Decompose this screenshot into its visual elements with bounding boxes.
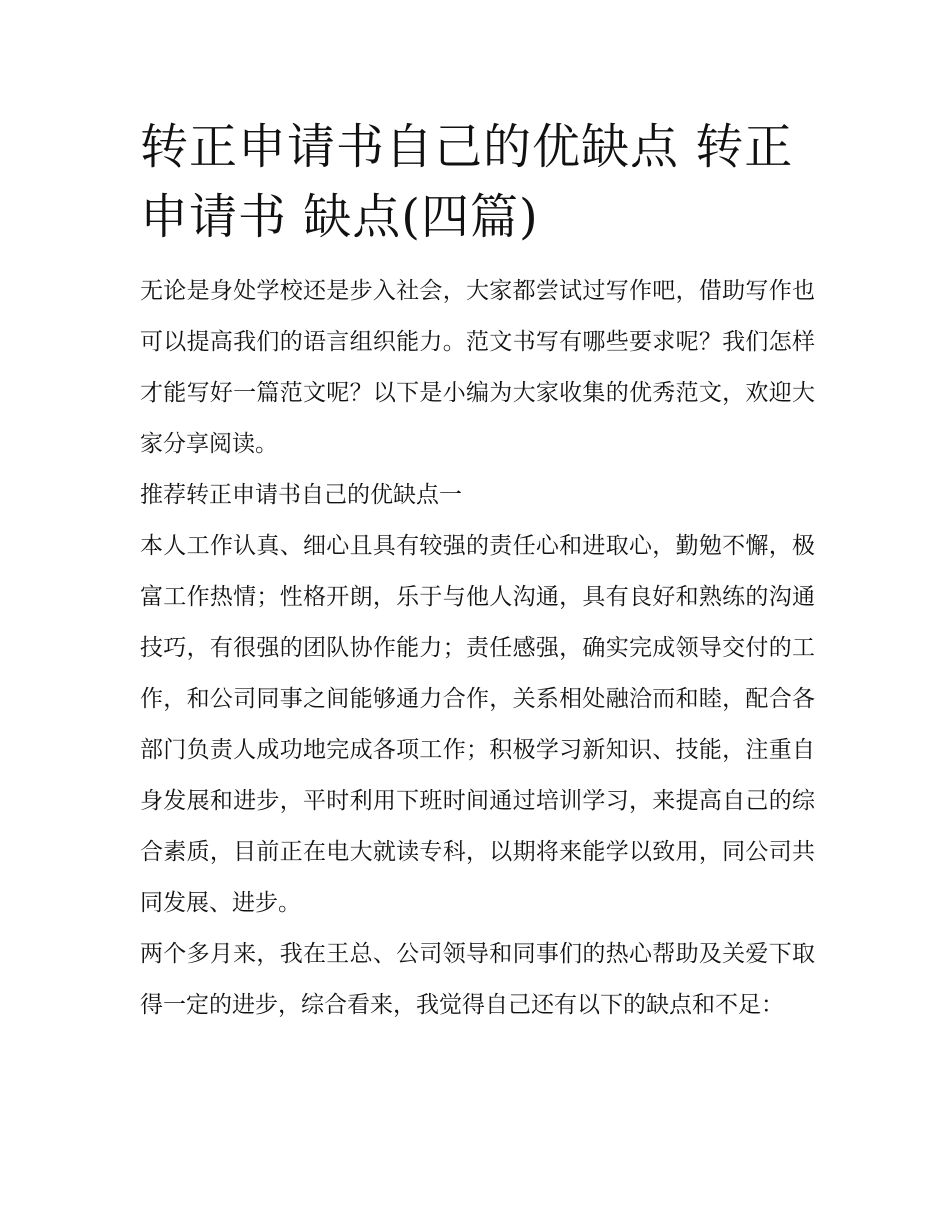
document-body <box>140 266 815 1031</box>
document-content <box>140 112 815 1031</box>
document-title: 转正申请书自己的优缺点 转正申请书 缺点(四篇) <box>140 119 794 245</box>
intro-paragraph: 无论是身处学校还是步入社会，大家都尝试过写作吧，借助写作也可以提高我们的语言组织能力。范文书写有哪些要求呢？我们怎样才能写好一篇范文呢？以下是小编为大家收集的优秀范文，欢迎大家分享阅读。 <box>140 278 815 457</box>
strengths-paragraph: 本人工作认真、细心且具有较强的责任心和进取心，勤勉不懈，极富工作热情；性格开朗，乐于与他人沟通，具有良好和熟练的沟通技巧，有很强的团队协作能力；责任感强，确实完成领导交付的工作，和公司同事之间能够通力合作，关系相处融洽而和睦，配合各部门负责人成功地完成各项工作；积极学习新知识、技能，注重自身发展和进步，平时利用下班时间通过培训学习，来提高自己的综合素质，目前正在电大就读专科，以期将来能学以致用，同公司共同发展、进步。 <box>140 533 815 916</box>
section-heading: 推荐转正申请书自己的优缺点一 <box>140 482 462 508</box>
shortcomings-intro-paragraph: 两个多月来，我在王总、公司领导和同事们的热心帮助及关爱下取得一定的进步，综合看来，我觉得自己还有以下的缺点和不足： <box>140 941 815 1018</box>
